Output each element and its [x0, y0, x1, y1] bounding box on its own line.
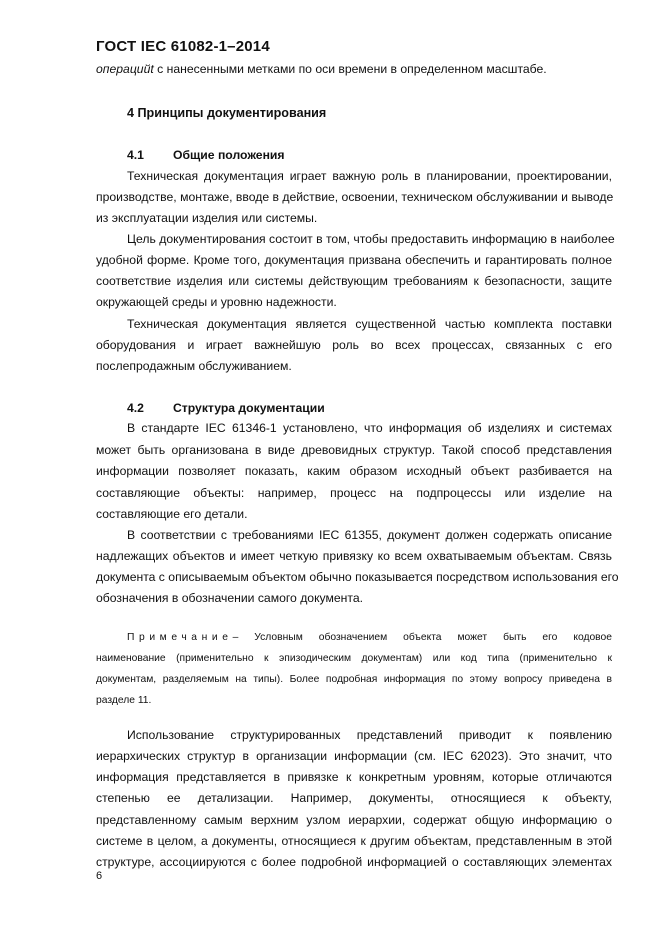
s42-p3-line: системе в целом, а документы, относящиеся к другим объектам, представленным в этой: [96, 834, 612, 848]
note-first-line: [127, 631, 612, 645]
note-line: наименование (применительно к эпизодическим документам) или код типа (применительно к: [96, 653, 612, 664]
s41-p3-line: оборудования и играет важнейшую роль во всех процессах, связанных с его: [96, 338, 612, 352]
s42-p2-line: В соответствии с требованиями IEC 61355, документ должен содержать описание: [127, 528, 612, 542]
intro-text: с нанесенными метками по оси времени в определенном масштабе.: [153, 62, 547, 76]
s42-p2-line: документа с описываемым объектом обычно показывается посредством использования его: [96, 570, 619, 584]
subsection-4-1-number: 4.1: [127, 148, 144, 162]
s42-p3-line: структуре, ассоциируются с более подробной информацией о составляющих элементах: [96, 855, 612, 869]
s41-p1-line: Техническая документация играет важную роль в планировании, проектировании,: [127, 169, 612, 183]
s41-p3-line: послепродажным обслуживанием.: [96, 359, 292, 373]
s42-p3-line: иерархических структур в организации информации (см. IEC 62023). Это значит, что: [96, 749, 612, 763]
s41-p1-line: из эксплуатации изделия или системы.: [96, 211, 318, 225]
s42-p1-line: может быть организована в виде древовидных структур. Такой способ представления: [96, 443, 612, 457]
s41-p2-line: удобной форме. Кроме того, документация призвана обеспечить и гарантировать полное: [96, 253, 612, 267]
page-header-title: ГОСТ IEC 61082-1–2014: [96, 38, 270, 55]
note-text-start: Условным обозначением объекта может быть его кодовое: [254, 632, 612, 643]
s41-p2-line: окружающей среды и уровню надежности.: [96, 295, 337, 309]
s42-p1-line: информации позволяет показать, каким образом исходный объект разбивается на: [96, 464, 612, 478]
subsection-4-2-number: 4.2: [127, 401, 144, 415]
note-line: документам, разделяемым на типы). Более подробная информация по этому вопросу приведена в: [96, 674, 612, 685]
s42-p1-line: В стандарте IEC 61346-1 установлено, что информация об изделиях и системах: [127, 421, 612, 435]
s42-p1-line: составляющие его детали.: [96, 507, 248, 521]
s42-p2-line: надлежащих объектов и имеет четкую привязку ко всем охватываемым объектам. Связь: [96, 549, 612, 563]
section-4-heading: 4 Принципы документирования: [127, 106, 327, 120]
s42-p2-line: обозначения в обозначении самого документа.: [96, 591, 364, 605]
s41-p1-line: производстве, монтаже, вводе в действие, освоении, техническом обслуживании и выводе: [96, 190, 614, 204]
s42-p3-line: информация представляется в привязке к конкретным уровням, которые отличаются: [96, 770, 612, 784]
s41-p2-line: соответствие изделия или системы действующим требованиям к безопасности, защите: [96, 274, 612, 288]
note-line: разделе 11.: [96, 695, 152, 706]
intro-line: [96, 62, 547, 77]
s42-p1-line: составляющие объекты: например, процесс на подпроцессы или изделие на: [96, 486, 612, 500]
subsection-4-2-title: Структура документации: [173, 401, 325, 415]
intro-italic-term: операцийt: [96, 62, 154, 76]
s41-p3-line: Техническая документация является существенной частью комплекта поставки: [127, 317, 612, 331]
s42-p3-line: Использование структурированных представлений приводит к появлению: [127, 728, 612, 742]
s42-p3-line: степенью ее детализации. Например, документы, относящиеся к объекту,: [96, 791, 612, 805]
note-dash: –: [232, 632, 239, 643]
page-number: 6: [96, 870, 103, 882]
s41-p2-line: Цель документирования состоит в том, чтобы предоставить информацию в наиболее: [127, 232, 615, 246]
subsection-4-1-title: Общие положения: [173, 148, 285, 162]
note-label: Примечание: [127, 632, 233, 643]
s42-p3-line: представленному самым верхним узлом иерархии, содержат общую информацию о: [96, 813, 612, 827]
